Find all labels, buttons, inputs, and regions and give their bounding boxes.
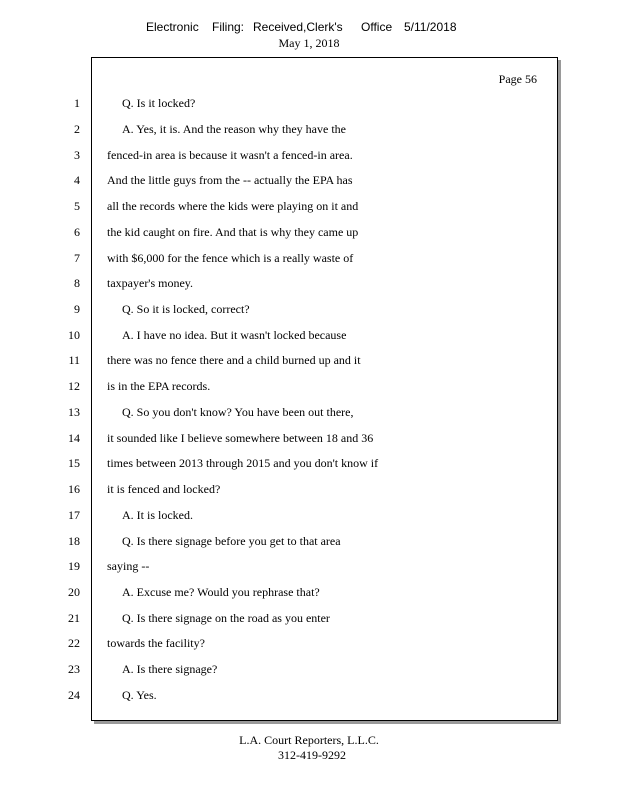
line-text: with $6,000 for the fence which is a really waste of	[107, 251, 354, 265]
line-text: fenced-in area is because it wasn't a fenced-in area.	[107, 148, 353, 162]
line-text: Q. So it is locked, correct?	[122, 302, 250, 316]
transcript-line	[0, 199, 618, 217]
line-number: 5	[74, 199, 80, 213]
line-number: 12	[68, 379, 80, 393]
line-number: 11	[68, 353, 80, 367]
line-text: Q. So you don't know? You have been out there,	[122, 405, 354, 419]
line-text: Q. Is it locked?	[122, 96, 196, 110]
line-text: And the little guys from the -- actually the EPA has	[107, 173, 353, 187]
line-number: 20	[68, 585, 80, 599]
page-number: Page 56	[498, 72, 537, 86]
line-number: 17	[68, 508, 80, 522]
line-text: A. Excuse me? Would you rephrase that?	[122, 585, 320, 599]
line-number: 18	[68, 534, 80, 548]
transcript-date: May 1, 2018	[278, 36, 340, 50]
line-number: 13	[68, 405, 80, 419]
line-number: 6	[74, 225, 80, 239]
transcript-line	[0, 96, 618, 114]
line-number: 7	[74, 251, 80, 265]
line-text: all the records where the kids were playing on it and	[107, 199, 359, 213]
line-number: 16	[68, 482, 80, 496]
line-text: it is fenced and locked?	[107, 482, 221, 496]
line-number: 23	[68, 662, 80, 676]
line-text: taxpayer's money.	[107, 276, 194, 290]
line-number: 10	[68, 328, 80, 342]
line-text: saying --	[107, 559, 150, 573]
stamp-office: Office	[361, 20, 393, 34]
transcript-line	[0, 276, 618, 294]
transcript-line	[0, 225, 618, 243]
line-text: it sounded like I believe somewhere between 18 and 36	[107, 431, 374, 445]
line-number: 22	[68, 636, 80, 650]
line-text: A. It is locked.	[122, 508, 193, 522]
line-number: 15	[68, 456, 80, 470]
transcript-line	[0, 534, 618, 552]
line-text: the kid caught on fire. And that is why they came up	[107, 225, 359, 239]
transcript-line	[0, 431, 618, 449]
line-number: 19	[68, 559, 80, 573]
transcript-line	[0, 173, 618, 191]
transcript-line	[0, 251, 618, 269]
line-number: 3	[74, 148, 80, 162]
reporter-company: L.A. Court Reporters, L.L.C.	[239, 733, 379, 747]
filing-stamp	[0, 20, 618, 36]
transcript-line	[0, 611, 618, 629]
transcript-line	[0, 662, 618, 680]
line-number: 2	[74, 122, 80, 136]
line-text: towards the facility?	[107, 636, 205, 650]
line-number: 1	[74, 96, 80, 110]
line-number: 9	[74, 302, 80, 316]
transcript-line	[0, 688, 618, 706]
line-number: 8	[74, 276, 80, 290]
reporter-phone: 312-419-9292	[278, 748, 346, 762]
transcript-line	[0, 636, 618, 654]
transcript-line	[0, 508, 618, 526]
transcript-line	[0, 559, 618, 577]
transcript-line	[0, 379, 618, 397]
stamp-date: 5/11/2018	[404, 20, 457, 34]
line-text: Q. Is there signage before you get to that area	[122, 534, 341, 548]
transcript-line	[0, 328, 618, 346]
line-number: 21	[68, 611, 80, 625]
line-text: there was no fence there and a child burned up and it	[107, 353, 361, 367]
transcript-line	[0, 122, 618, 140]
line-text: Q. Is there signage on the road as you enter	[122, 611, 330, 625]
transcript-line	[0, 405, 618, 423]
stamp-filing: Filing:	[212, 20, 245, 34]
line-number: 24	[68, 688, 80, 702]
stamp-received: Received,Clerk's	[253, 20, 343, 34]
line-text: A. Yes, it is. And the reason why they have the	[122, 122, 346, 136]
transcript-line	[0, 148, 618, 166]
transcript-line	[0, 302, 618, 320]
transcript-line	[0, 456, 618, 474]
line-number: 4	[74, 173, 80, 187]
line-text: A. I have no idea. But it wasn't locked because	[122, 328, 347, 342]
line-text: times between 2013 through 2015 and you don't know if	[107, 456, 379, 470]
line-number: 14	[68, 431, 80, 445]
stamp-electronic: Electronic	[146, 20, 199, 34]
transcript-line	[0, 482, 618, 500]
transcript-line	[0, 353, 618, 371]
transcript-line	[0, 585, 618, 603]
line-text: A. Is there signage?	[122, 662, 218, 676]
line-text: is in the EPA records.	[107, 379, 211, 393]
line-text: Q. Yes.	[122, 688, 157, 702]
